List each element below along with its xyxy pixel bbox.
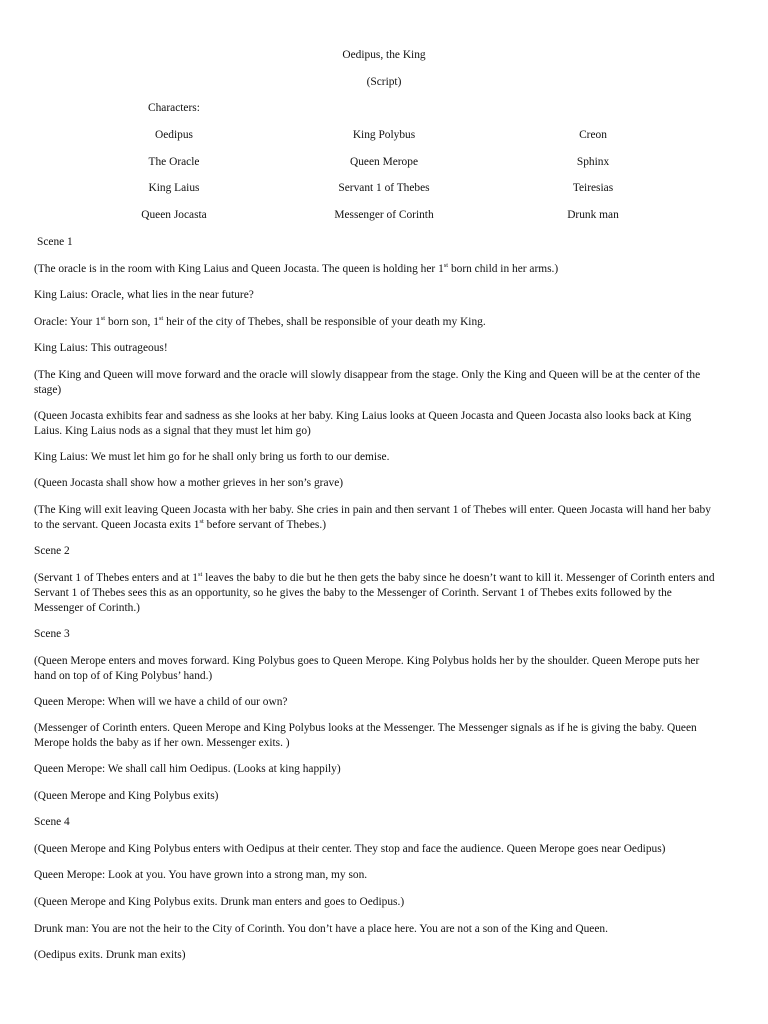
characters-heading: Characters: <box>148 102 200 114</box>
dialogue-line <box>34 922 734 937</box>
text-line: hand on top of of King Polybus’ hand.) <box>34 670 213 682</box>
text-line: Scene 2 <box>34 545 70 557</box>
character-name: King Laius <box>148 182 200 194</box>
text-line: Scene 4 <box>34 816 70 828</box>
text-line: Queen Merope: When will we have a child of our own? <box>34 696 288 708</box>
character-name: Queen Jocasta <box>141 209 207 221</box>
scene-heading <box>34 544 734 559</box>
text-line: (Queen Merope and King Polybus exits) <box>34 790 219 802</box>
text-line: Queen Merope: We shall call him Oedipus. (Looks at king happily) <box>34 763 341 775</box>
stage-direction <box>34 476 734 491</box>
character-name: Drunk man <box>567 209 619 221</box>
text-line: (The King and Queen will move forward and the oracle will slowly disappear from the stage. Only the King and Queen will be at the center of the <box>34 369 701 381</box>
scene-heading <box>34 815 734 830</box>
text-line: (Servant 1 of Thebes enters and at 1st leaves the baby to die but he then gets the baby since he doesn’t want to kill it. Messenger of Corinth enters and <box>34 571 715 584</box>
character-name: Creon <box>579 129 607 141</box>
character-name: King Polybus <box>352 129 416 141</box>
text-line: King Laius: We must let him go for he shall only bring us forth to our demise. <box>34 451 390 463</box>
document-title: Oedipus, the King <box>342 49 426 61</box>
dialogue-line <box>34 762 734 777</box>
text-line: (Queen Jocasta shall show how a mother grieves in her son’s grave) <box>34 477 344 489</box>
text-line: stage) <box>34 384 62 396</box>
character-name: Queen Merope <box>350 156 418 168</box>
stage-direction <box>34 948 734 963</box>
text-line: Messenger of Corinth.) <box>34 602 140 614</box>
text-line: to the servant. Queen Jocasta exits 1st before servant of Thebes.) <box>34 518 326 531</box>
scene-heading <box>37 235 737 250</box>
dialogue-line <box>34 341 734 356</box>
document-subtitle: (Script) <box>366 76 402 88</box>
text-line: Scene 3 <box>34 628 70 640</box>
character-name: Servant 1 of Thebes <box>338 182 430 194</box>
stage-direction <box>34 409 734 439</box>
text-line: (Queen Merope and King Polybus exits. Drunk man enters and goes to Oedipus.) <box>34 896 405 908</box>
stage-direction <box>34 721 734 751</box>
text-line: (Queen Jocasta exhibits fear and sadness as she looks at her baby. King Laius looks at Queen Jocasta and Queen Jocasta also looks back at King <box>34 410 692 422</box>
stage-direction <box>34 654 734 684</box>
character-name: Sphinx <box>576 156 610 168</box>
stage-direction <box>34 368 734 398</box>
text-line: Servant 1 of Thebes sees this as an opportunity, so he gives the baby to the Messenger of Corinth. Servant 1 of Thebes exits followed by the <box>34 587 672 599</box>
character-name: The Oracle <box>148 156 200 168</box>
stage-direction <box>34 503 734 533</box>
dialogue-line <box>34 315 734 330</box>
text-line: Drunk man: You are not the heir to the City of Corinth. You don’t have a place here. You are not a son of the King and Queen. <box>34 923 608 935</box>
text-line: Scene 1 <box>37 236 73 248</box>
text-line: (Oedipus exits. Drunk man exits) <box>34 949 186 961</box>
stage-direction <box>34 262 734 277</box>
text-line: (Queen Merope enters and moves forward. King Polybus goes to Queen Merope. King Polybus holds her by the shoulder. Queen Merope puts her <box>34 655 700 667</box>
stage-direction <box>34 895 734 910</box>
character-name: Messenger of Corinth <box>334 209 434 221</box>
text-line: (Queen Merope and King Polybus enters with Oedipus at their center. They stop and face the audience. Queen Merope goes near Oedipus) <box>34 843 666 855</box>
scene-heading <box>34 627 734 642</box>
text-line: King Laius: Oracle, what lies in the near future? <box>34 289 254 301</box>
text-line: (The oracle is in the room with King Laius and Queen Jocasta. The queen is holding her 1st born child in her arms.) <box>34 262 559 275</box>
text-line: Merope holds the baby as if her own. Messenger exits. ) <box>34 737 290 749</box>
stage-direction <box>34 789 734 804</box>
dialogue-line <box>34 450 734 465</box>
stage-direction <box>34 842 734 857</box>
dialogue-line <box>34 695 734 710</box>
text-line: (Messenger of Corinth enters. Queen Merope and King Polybus looks at the Messenger. The Messenger signals as if he is giving the baby. Queen <box>34 722 697 734</box>
dialogue-line <box>34 868 734 883</box>
text-line: Laius. King Laius nods as a signal that they must let him go) <box>34 425 311 437</box>
text-line: King Laius: This outrageous! <box>34 342 168 354</box>
text-line: Queen Merope: Look at you. You have grown into a strong man, my son. <box>34 869 368 881</box>
dialogue-line <box>34 288 734 303</box>
stage-direction <box>34 571 734 616</box>
text-line: (The King will exit leaving Queen Jocasta with her baby. She cries in pain and then servant 1 of Thebes will enter. Queen Jocasta will hand her baby <box>34 504 711 516</box>
text-line: Oracle: Your 1st born son, 1st heir of the city of Thebes, shall be responsible of your death my King. <box>34 315 486 328</box>
character-name: Teiresias <box>572 182 614 194</box>
character-name: Oedipus <box>155 129 193 141</box>
